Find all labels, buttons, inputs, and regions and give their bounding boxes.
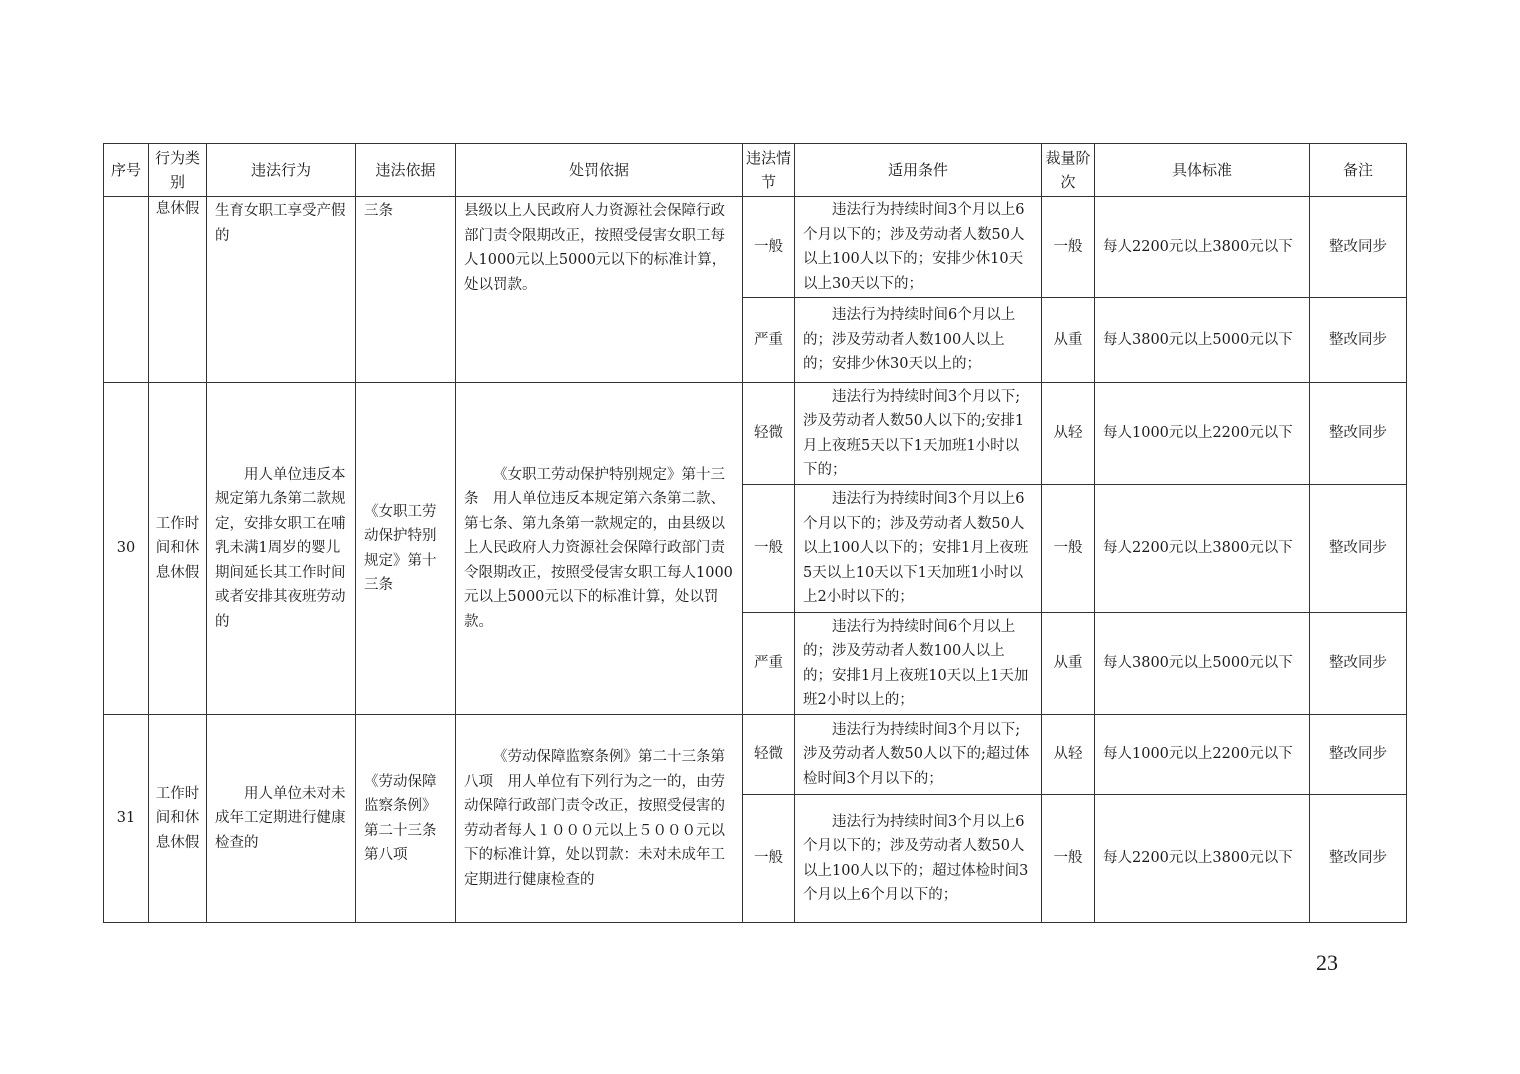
tier-cell: 从轻 [1042,715,1095,795]
tier-cell: 一般 [1042,795,1095,923]
standard-cell: 每人3800元以上5000元以下 [1095,613,1310,715]
table-row [104,715,1407,795]
note-cell: 整改同步 [1310,298,1407,383]
condition-cell: 违法行为持续时间3个月以上6个月以下的；涉及劳动者人数50人以上100人以下的；超过体检时间3个月以上6个月以下的； [795,795,1042,923]
behavior-cell: 用人单位违反本规定第九条第二款规定，安排女职工在哺乳未满1周岁的婴儿期间延长其工作时间或者安排其夜班劳动的 [207,383,356,715]
category-cell: 工作时间和休息休假 [149,715,207,923]
standard-cell: 每人1000元以上2200元以下 [1095,715,1310,795]
level-cell: 轻微 [743,715,795,795]
note-cell: 整改同步 [1310,197,1407,298]
note-cell: 整改同步 [1310,613,1407,715]
header-note: 备注 [1310,144,1407,197]
behavior-cell: 生育女职工享受产假的 [207,197,356,383]
page-number: 23 [1316,950,1338,975]
penalty-cell: 《劳动保障监察条例》第二十三条第八项 用人单位有下列行为之一的，由劳动保障行政部门责令改正，按照受侵害的劳动者每人１０００元以上５０００元以下的标准计算，处以罚款：未对未成年工定期进行健康检查的 [456,715,743,923]
condition-cell: 违法行为持续时间3个月以下;涉及劳动者人数50人以下的;超过体检时间3个月以下的； [795,715,1042,795]
tier-cell: 一般 [1042,197,1095,298]
standard-cell: 每人2200元以上3800元以下 [1095,197,1310,298]
header-level: 违法情节 [743,144,795,197]
header-no: 序号 [104,144,149,197]
tier-cell: 从轻 [1042,383,1095,485]
note-cell: 整改同步 [1310,795,1407,923]
condition-cell: 违法行为持续时间3个月以上6个月以下的；涉及劳动者人数50人以上100人以下的；安排少休10天以上30天以下的； [795,197,1042,298]
basis-cell: 《劳动保障监察条例》第二十三条第八项 [356,715,456,923]
level-cell: 一般 [743,197,795,298]
note-cell: 整改同步 [1310,383,1407,485]
standard-cell: 每人2200元以上3800元以下 [1095,485,1310,613]
penalty-cell: 《女职工劳动保护特别规定》第十三条 用人单位违反本规定第六条第二款、第七条、第九条第一款规定的，由县级以上人民政府人力资源社会保障行政部门责令限期改正，按照受侵害女职工每人1000元以上5000元以下的标准计算，处以罚款。 [456,383,743,715]
header-penalty: 处罚依据 [456,144,743,197]
row-no-cell [104,197,149,383]
category-cell: 工作时间和休息休假 [149,383,207,715]
category-cell: 息休假 [149,197,207,383]
condition-cell: 违法行为持续时间3个月以上6个月以下的；涉及劳动者人数50人以上100人以下的；安排1月上夜班5天以上10天以下1天加班1小时以上2小时以下的； [795,485,1042,613]
tier-cell: 从重 [1042,298,1095,383]
header-tier: 裁量阶次 [1042,144,1095,197]
level-cell: 轻微 [743,383,795,485]
header-category: 行为类别 [149,144,207,197]
note-cell: 整改同步 [1310,485,1407,613]
level-cell: 严重 [743,613,795,715]
table-row [104,197,1407,298]
tier-cell: 一般 [1042,485,1095,613]
basis-cell: 《女职工劳动保护特别规定》第十三条 [356,383,456,715]
penalty-cell: 县级以上人民政府人力资源社会保障行政部门责令限期改正，按照受侵害女职工每人1000元以上5000元以下的标准计算，处以罚款。 [456,197,743,383]
level-cell: 一般 [743,485,795,613]
basis-cell: 三条 [356,197,456,383]
row-no-cell: 30 [104,383,149,715]
row-no-cell: 31 [104,715,149,923]
tier-cell: 从重 [1042,613,1095,715]
table-row [104,383,1407,485]
standard-cell: 每人2200元以上3800元以下 [1095,795,1310,923]
header-behavior: 违法行为 [207,144,356,197]
condition-cell: 违法行为持续时间6个月以上的；涉及劳动者人数100人以上的；安排1月上夜班10天以上1天加班2小时以上的； [795,613,1042,715]
header-basis: 违法依据 [356,144,456,197]
standard-cell: 每人1000元以上2200元以下 [1095,383,1310,485]
header-standard: 具体标准 [1095,144,1310,197]
standard-cell: 每人3800元以上5000元以下 [1095,298,1310,383]
level-cell: 严重 [743,298,795,383]
condition-cell: 违法行为持续时间6个月以上的；涉及劳动者人数100人以上的；安排少休30天以上的； [795,298,1042,383]
behavior-cell: 用人单位未对未成年工定期进行健康检查的 [207,715,356,923]
header-row [104,144,1407,197]
note-cell: 整改同步 [1310,715,1407,795]
condition-cell: 违法行为持续时间3个月以下;涉及劳动者人数50人以下的;安排1月上夜班5天以下1天加班1小时以下的； [795,383,1042,485]
penalty-table [103,143,1407,923]
level-cell: 一般 [743,795,795,923]
header-condition: 适用条件 [795,144,1042,197]
